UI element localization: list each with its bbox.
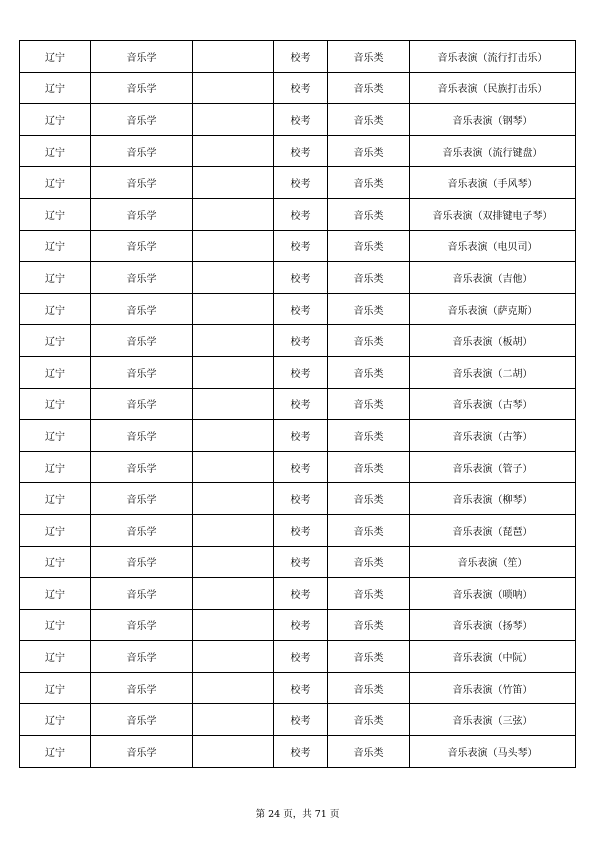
category-cell: 音乐类 — [328, 230, 410, 262]
major-cell: 音乐学 — [91, 104, 193, 136]
blank-cell — [193, 356, 274, 388]
direction-cell: 音乐表演（流行打击乐） — [410, 41, 576, 73]
category-cell: 音乐类 — [328, 167, 410, 199]
blank-cell — [193, 641, 274, 673]
table-row — [20, 167, 576, 199]
direction-cell: 音乐表演（柳琴） — [410, 483, 576, 515]
exam-type-cell: 校考 — [274, 356, 328, 388]
blank-cell — [193, 546, 274, 578]
table-row — [20, 104, 576, 136]
table-row — [20, 293, 576, 325]
exam-type-cell: 校考 — [274, 641, 328, 673]
major-cell: 音乐学 — [91, 704, 193, 736]
table-row — [20, 609, 576, 641]
major-cell: 音乐学 — [91, 356, 193, 388]
province-cell: 辽宁 — [20, 672, 91, 704]
major-cell: 音乐学 — [91, 72, 193, 104]
blank-cell — [193, 135, 274, 167]
category-cell: 音乐类 — [328, 546, 410, 578]
table-body — [20, 41, 576, 768]
blank-cell — [193, 167, 274, 199]
province-cell: 辽宁 — [20, 104, 91, 136]
table-row — [20, 41, 576, 73]
direction-cell: 音乐表演（吉他） — [410, 262, 576, 294]
direction-cell: 音乐表演（流行键盘） — [410, 135, 576, 167]
category-cell: 音乐类 — [328, 578, 410, 610]
table-row — [20, 451, 576, 483]
category-cell: 音乐类 — [328, 325, 410, 357]
direction-cell: 音乐表演（古筝） — [410, 420, 576, 452]
province-cell: 辽宁 — [20, 325, 91, 357]
major-cell: 音乐学 — [91, 420, 193, 452]
category-cell: 音乐类 — [328, 420, 410, 452]
direction-cell: 音乐表演（钢琴） — [410, 104, 576, 136]
table-row — [20, 514, 576, 546]
blank-cell — [193, 72, 274, 104]
exam-type-cell: 校考 — [274, 609, 328, 641]
major-cell: 音乐学 — [91, 198, 193, 230]
major-cell: 音乐学 — [91, 167, 193, 199]
table-row — [20, 736, 576, 768]
exam-type-cell: 校考 — [274, 198, 328, 230]
page-number: 第 24 页，共 71 页 — [255, 809, 340, 820]
province-cell: 辽宁 — [20, 451, 91, 483]
category-cell: 音乐类 — [328, 388, 410, 420]
major-cell: 音乐学 — [91, 483, 193, 515]
direction-cell: 音乐表演（双排键电子琴） — [410, 198, 576, 230]
direction-cell: 音乐表演（民族打击乐） — [410, 72, 576, 104]
blank-cell — [193, 736, 274, 768]
province-cell: 辽宁 — [20, 514, 91, 546]
table-row — [20, 420, 576, 452]
exam-type-cell: 校考 — [274, 72, 328, 104]
direction-cell: 音乐表演（古琴） — [410, 388, 576, 420]
blank-cell — [193, 672, 274, 704]
exam-type-cell: 校考 — [274, 514, 328, 546]
category-cell: 音乐类 — [328, 72, 410, 104]
direction-cell: 音乐表演（竹笛） — [410, 672, 576, 704]
province-cell: 辽宁 — [20, 262, 91, 294]
category-cell: 音乐类 — [328, 514, 410, 546]
province-cell: 辽宁 — [20, 356, 91, 388]
major-cell: 音乐学 — [91, 546, 193, 578]
category-cell: 音乐类 — [328, 736, 410, 768]
table-row — [20, 135, 576, 167]
province-cell: 辽宁 — [20, 388, 91, 420]
major-cell: 音乐学 — [91, 736, 193, 768]
direction-cell: 音乐表演（二胡） — [410, 356, 576, 388]
exam-type-cell: 校考 — [274, 262, 328, 294]
major-cell: 音乐学 — [91, 262, 193, 294]
province-cell: 辽宁 — [20, 704, 91, 736]
major-cell: 音乐学 — [91, 514, 193, 546]
blank-cell — [193, 198, 274, 230]
major-cell: 音乐学 — [91, 293, 193, 325]
direction-cell: 音乐表演（手风琴） — [410, 167, 576, 199]
blank-cell — [193, 104, 274, 136]
category-cell: 音乐类 — [328, 641, 410, 673]
direction-cell: 音乐表演（扬琴） — [410, 609, 576, 641]
major-cell: 音乐学 — [91, 451, 193, 483]
blank-cell — [193, 41, 274, 73]
province-cell: 辽宁 — [20, 167, 91, 199]
category-cell: 音乐类 — [328, 135, 410, 167]
exam-type-cell: 校考 — [274, 704, 328, 736]
blank-cell — [193, 451, 274, 483]
province-cell: 辽宁 — [20, 736, 91, 768]
table-row — [20, 672, 576, 704]
category-cell: 音乐类 — [328, 672, 410, 704]
province-cell: 辽宁 — [20, 72, 91, 104]
direction-cell: 音乐表演（电贝司） — [410, 230, 576, 262]
exam-type-cell: 校考 — [274, 420, 328, 452]
table-row — [20, 230, 576, 262]
blank-cell — [193, 514, 274, 546]
direction-cell: 音乐表演（琵琶） — [410, 514, 576, 546]
enrollment-table — [19, 40, 576, 768]
exam-type-cell: 校考 — [274, 293, 328, 325]
direction-cell: 音乐表演（中阮） — [410, 641, 576, 673]
category-cell: 音乐类 — [328, 356, 410, 388]
exam-type-cell: 校考 — [274, 325, 328, 357]
exam-type-cell: 校考 — [274, 736, 328, 768]
table-row — [20, 641, 576, 673]
major-cell: 音乐学 — [91, 135, 193, 167]
province-cell: 辽宁 — [20, 198, 91, 230]
category-cell: 音乐类 — [328, 451, 410, 483]
major-cell: 音乐学 — [91, 230, 193, 262]
exam-type-cell: 校考 — [274, 41, 328, 73]
exam-type-cell: 校考 — [274, 451, 328, 483]
table-row — [20, 578, 576, 610]
exam-type-cell: 校考 — [274, 483, 328, 515]
major-cell: 音乐学 — [91, 641, 193, 673]
blank-cell — [193, 483, 274, 515]
major-cell: 音乐学 — [91, 41, 193, 73]
blank-cell — [193, 388, 274, 420]
category-cell: 音乐类 — [328, 293, 410, 325]
exam-type-cell: 校考 — [274, 135, 328, 167]
province-cell: 辽宁 — [20, 641, 91, 673]
major-cell: 音乐学 — [91, 578, 193, 610]
exam-type-cell: 校考 — [274, 546, 328, 578]
table-row — [20, 704, 576, 736]
blank-cell — [193, 609, 274, 641]
category-cell: 音乐类 — [328, 104, 410, 136]
major-cell: 音乐学 — [91, 388, 193, 420]
blank-cell — [193, 230, 274, 262]
blank-cell — [193, 325, 274, 357]
exam-type-cell: 校考 — [274, 104, 328, 136]
table-row — [20, 325, 576, 357]
province-cell: 辽宁 — [20, 293, 91, 325]
province-cell: 辽宁 — [20, 483, 91, 515]
direction-cell: 音乐表演（唢呐） — [410, 578, 576, 610]
category-cell: 音乐类 — [328, 609, 410, 641]
table-row — [20, 483, 576, 515]
province-cell: 辽宁 — [20, 135, 91, 167]
category-cell: 音乐类 — [328, 262, 410, 294]
category-cell: 音乐类 — [328, 41, 410, 73]
exam-type-cell: 校考 — [274, 230, 328, 262]
category-cell: 音乐类 — [328, 704, 410, 736]
direction-cell: 音乐表演（笙） — [410, 546, 576, 578]
exam-type-cell: 校考 — [274, 388, 328, 420]
blank-cell — [193, 578, 274, 610]
province-cell: 辽宁 — [20, 420, 91, 452]
province-cell: 辽宁 — [20, 41, 91, 73]
table-row — [20, 72, 576, 104]
table-row — [20, 262, 576, 294]
direction-cell: 音乐表演（板胡） — [410, 325, 576, 357]
table-row — [20, 198, 576, 230]
table-row — [20, 356, 576, 388]
major-cell: 音乐学 — [91, 609, 193, 641]
category-cell: 音乐类 — [328, 198, 410, 230]
exam-type-cell: 校考 — [274, 672, 328, 704]
blank-cell — [193, 262, 274, 294]
table-row — [20, 546, 576, 578]
province-cell: 辽宁 — [20, 546, 91, 578]
direction-cell: 音乐表演（三弦） — [410, 704, 576, 736]
blank-cell — [193, 704, 274, 736]
direction-cell: 音乐表演（马头琴） — [410, 736, 576, 768]
province-cell: 辽宁 — [20, 609, 91, 641]
province-cell: 辽宁 — [20, 230, 91, 262]
major-cell: 音乐学 — [91, 325, 193, 357]
blank-cell — [193, 420, 274, 452]
major-cell: 音乐学 — [91, 672, 193, 704]
province-cell: 辽宁 — [20, 578, 91, 610]
exam-type-cell: 校考 — [274, 578, 328, 610]
category-cell: 音乐类 — [328, 483, 410, 515]
table-row — [20, 388, 576, 420]
direction-cell: 音乐表演（萨克斯） — [410, 293, 576, 325]
exam-type-cell: 校考 — [274, 167, 328, 199]
blank-cell — [193, 293, 274, 325]
direction-cell: 音乐表演（管子） — [410, 451, 576, 483]
